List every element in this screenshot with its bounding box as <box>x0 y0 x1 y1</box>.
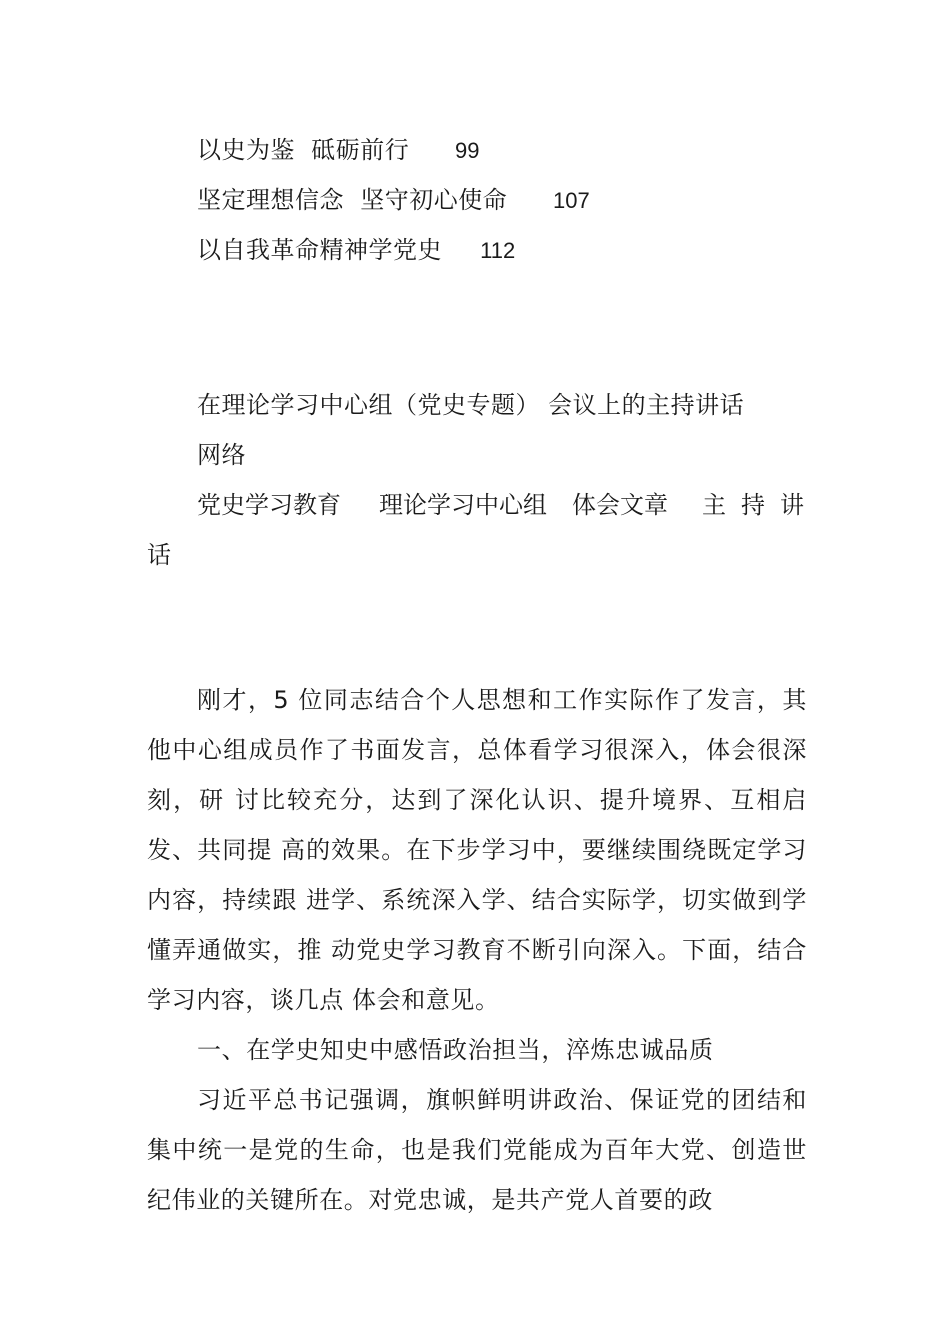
toc-entry <box>197 131 837 181</box>
section-heading: 一、在学史知史中感悟政治担当，淬炼忠诚品质 <box>197 1036 714 1064</box>
toc-entry-title: 以史为鉴 砥砺前行 <box>197 136 410 164</box>
tag-item: 理论学习中心组 <box>379 491 547 519</box>
toc-entry-page: 112 <box>480 238 516 263</box>
tag-item: 体会文章 <box>572 491 668 519</box>
toc-entry-page: 99 <box>455 138 480 163</box>
toc-entry-title: 以自我革命精神学党史 <box>197 236 442 264</box>
table-of-contents <box>197 131 837 281</box>
tag-item: 话 <box>147 541 171 569</box>
article-header <box>197 380 817 480</box>
article-source: 网络 <box>197 441 246 469</box>
toc-entry <box>197 181 837 231</box>
toc-entry <box>197 231 837 281</box>
toc-entry-title: 坚定理想信念 坚守初心使命 <box>197 186 508 214</box>
toc-entry-page: 107 <box>553 188 590 213</box>
article-tags <box>147 480 819 580</box>
article-body <box>147 675 807 1225</box>
body-paragraph: 习近平总书记强调，旗帜鲜明讲政治、保证党的团结和集中统一是党的生命，也是我们党能成为百年大党、创造世纪伟业的关键所在。对党忠诚，是共产党人首要的政 <box>147 1086 807 1214</box>
tag-item: 党史学习教育 <box>197 491 341 519</box>
article-title: 在理论学习中心组（党史专题） 会议上的主持讲话 <box>197 391 745 419</box>
tag-item: 主持讲 <box>702 491 819 519</box>
body-paragraph: 刚才，5 位同志结合个人思想和工作实际作了发言，其他中心组成员作了书面发言，总体看学习很深入，体会很深刻，研 讨比较充分，达到了深化认识、提升境界、互相启发、共同提 高的效果。在下步学习中，要继续围绕既定学习内容，持续跟 进学、系统深入学、结合实际学，切实做到学懂弄通做实，推 动党史学习教育不断引向深入。下面，结合学习内容，谈几点 体会和意见。 <box>147 686 807 1014</box>
